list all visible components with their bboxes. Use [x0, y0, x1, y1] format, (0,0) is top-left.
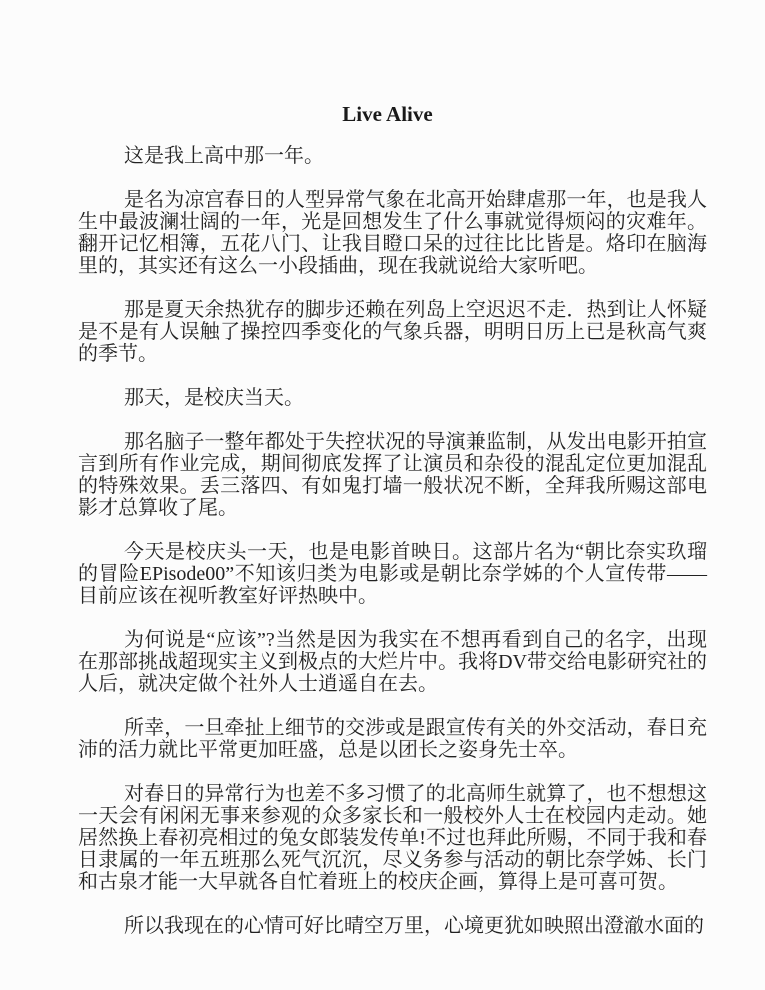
paragraph: 所以我现在的心情可好比晴空万里，心境更犹如映照出澄澈水面的 [124, 915, 704, 937]
document-body [78, 145, 707, 937]
paragraph: 今天是校庆头一天，也是电影首映日。这部片名为“朝比奈实玖瑠的冒险EPisode00”不知该归类为电影或是朝比奈学姊的个人宣传带——目前应该在视听教室好评热映中。 [78, 541, 707, 607]
paragraph: 所幸，一旦牵扯上细节的交涉或是跟宣传有关的外交活动，春日充沛的活力就比平常更加旺盛，总是以团长之姿身先士卒。 [78, 717, 707, 761]
paragraph: 那天，是校庆当天。 [124, 387, 304, 409]
paragraph: 这是我上高中那一年。 [124, 145, 324, 167]
paragraph: 那名脑子一整年都处于失控状况的导演兼监制，从发出电影开拍宣言到所有作业完成，期间彻底发挥了让演员和杂役的混乱定位更加混乱的特殊效果。丢三落四、有如鬼打墙一般状况不断，全拜我所赐这部电影才总算收了尾。 [78, 431, 707, 519]
paragraph: 那是夏天余热犹存的脚步还赖在列岛上空迟迟不走．热到让人怀疑是不是有人误触了操控四季变化的气象兵器，明明日历上已是秋高气爽的季节。 [78, 299, 707, 365]
paragraph: 为何说是“应该”?当然是因为我实在不想再看到自己的名字，出现在那部挑战超现实主义到极点的大烂片中。我将DV带交给电影研究社的人后，就决定做个社外人士逍遥自在去。 [78, 629, 707, 695]
paragraph: 是名为凉宫春日的人型异常气象在北高开始肆虐那一年，也是我人生中最波澜壮阔的一年，光是回想发生了什么事就觉得烦闷的灾难年。翻开记忆相簿，五花八门、让我目瞪口呆的过往比比皆是。烙印在脑海里的，其实还有这么一小段插曲，现在我就说给大家听吧。 [78, 189, 707, 277]
page-title: Live Alive [342, 102, 433, 126]
paragraph: 对春日的异常行为也差不多习惯了的北高师生就算了，也不想想这一天会有闲闲无事来参观的众多家长和一般校外人士在校园内走动。她居然换上春初亮相过的兔女郎装发传单!不过也拜此所赐，不同于我和春日隶属的一年五班那么死气沉沉，尽义务参与活动的朝比奈学姊、长门和古泉才能一大早就各自忙着班上的校庆企画，算得上是可喜可贺。 [78, 783, 707, 893]
